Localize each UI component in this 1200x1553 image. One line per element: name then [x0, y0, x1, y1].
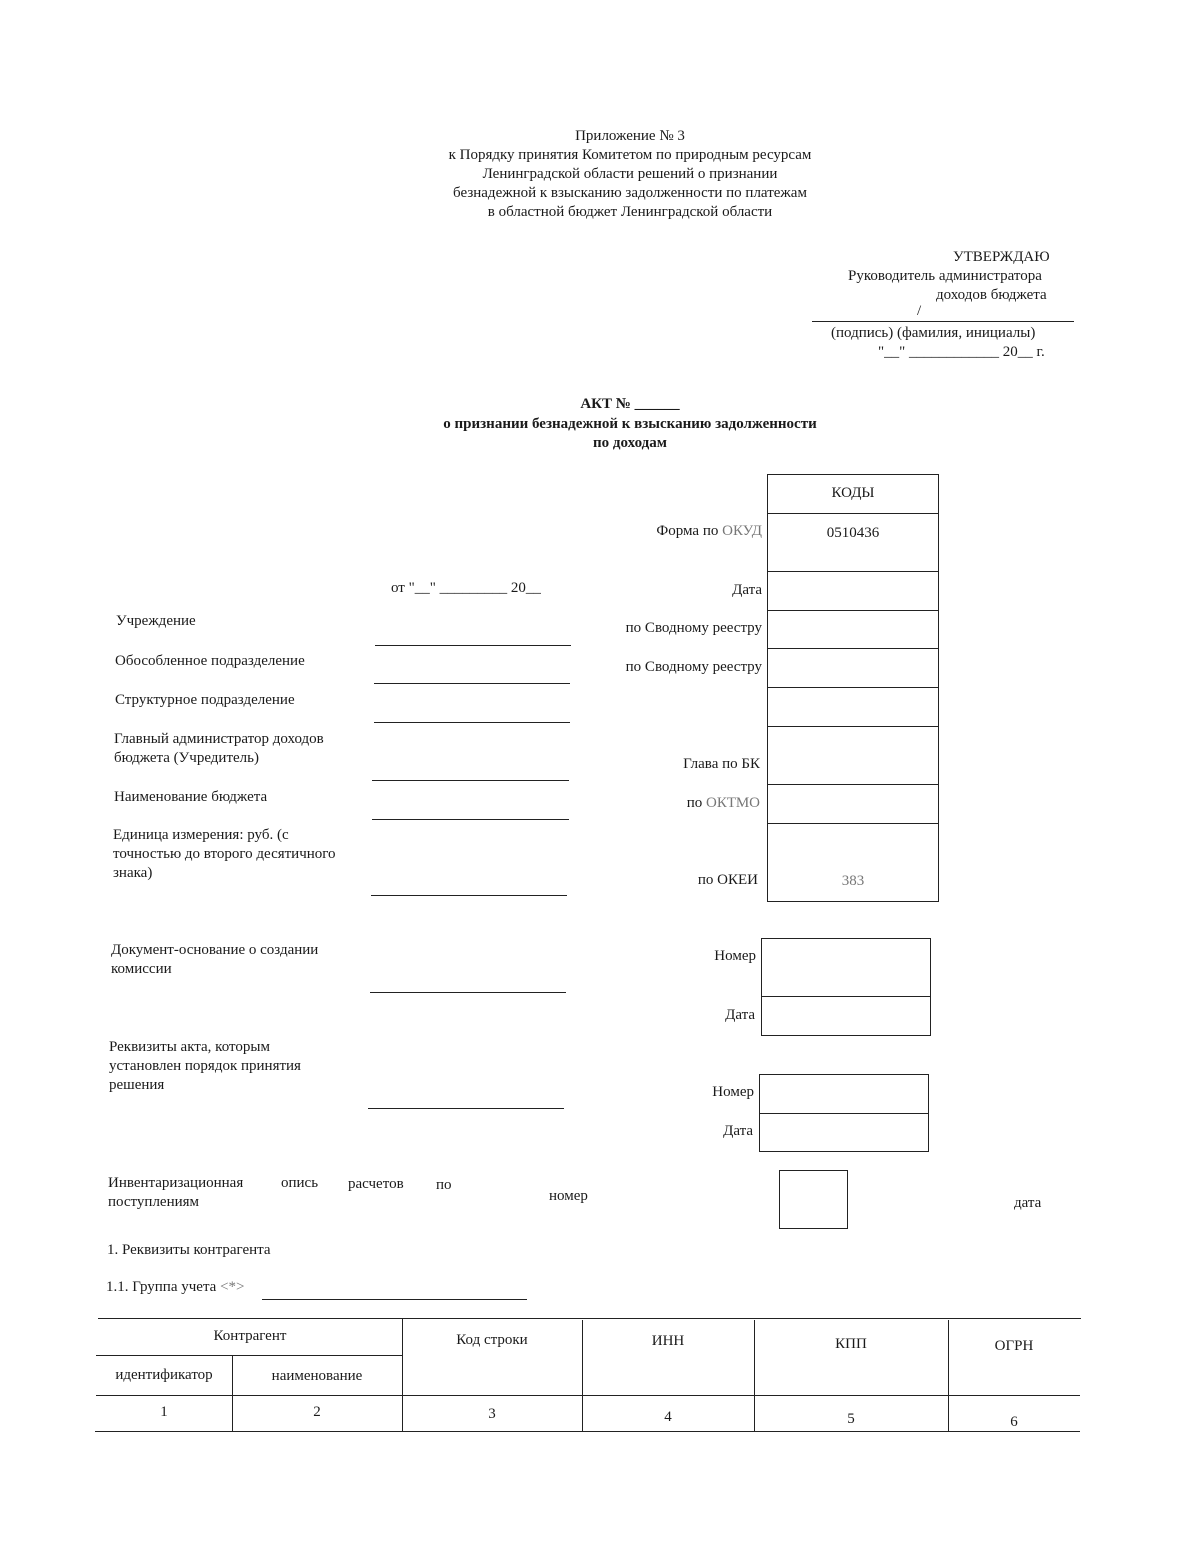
appendix-header [330, 127, 930, 222]
act-details-codes-divider [759, 1113, 928, 1114]
okei-label: по ОКЕИ [697, 872, 758, 888]
table-top-line [98, 1318, 1081, 1319]
act-details-label-2: установлен порядок принятия [109, 1058, 301, 1074]
unit-label-1: Единица измерения: руб. (с [113, 827, 289, 843]
table-sub-header-line [96, 1355, 402, 1356]
unit-label-3: знака) [113, 865, 153, 881]
act-subtitle-2: по доходам [593, 435, 667, 451]
th-name: наименование [271, 1368, 363, 1384]
act-details-label-3: решения [109, 1077, 165, 1093]
col-number-2: 2 [313, 1404, 321, 1420]
codes-divider-4 [767, 648, 938, 649]
okei-value: 383 [841, 873, 865, 889]
inventory-line-2: поступлениям [108, 1194, 200, 1210]
unit-line[interactable] [371, 895, 567, 896]
appendix-line-2: к Порядку принятия Комитетом по природным ресурсам [448, 147, 812, 163]
commission-number-label: Номер [714, 948, 756, 964]
structural-division-label: Структурное подразделение [115, 692, 295, 708]
act-details-label-1: Реквизиты акта, которым [109, 1039, 270, 1055]
inventory-number-box[interactable] [779, 1170, 848, 1229]
codes-divider-8 [767, 823, 938, 824]
th-row-code: Код строки [456, 1332, 528, 1348]
structural-division-line[interactable] [374, 722, 570, 723]
signature-caption: (подпись) (фамилия, инициалы) [831, 325, 1036, 341]
commission-date-label: Дата [725, 1007, 755, 1023]
codes-divider-3 [767, 610, 938, 611]
bk-label: Глава по БК [683, 756, 760, 772]
inventory-number-label: номер [549, 1188, 588, 1204]
th-identifier: идентификатор [115, 1367, 213, 1383]
oktmo-label-prefix: по [686, 795, 707, 811]
chief-admin-line[interactable] [372, 780, 569, 781]
okud-value: 0510436 [826, 525, 880, 541]
codes-divider-2 [767, 571, 938, 572]
act-details-date-label: Дата [723, 1123, 753, 1139]
commission-codes-divider [761, 996, 930, 997]
inventory-word-3: расчетов [348, 1176, 404, 1192]
appendix-line-4: безнадежной к взысканию задолженности по платежам [453, 185, 807, 201]
okud-label [560, 523, 762, 540]
budget-name-line[interactable] [372, 819, 569, 820]
codes-divider-5 [767, 687, 938, 688]
group-line[interactable] [262, 1299, 527, 1300]
date-label: Дата [732, 582, 762, 598]
commission-label-1: Документ-основание о создании [111, 942, 319, 958]
codes-header: КОДЫ [831, 485, 875, 501]
inventory-word-2: опись [281, 1175, 319, 1191]
chief-admin-label-1: Главный администратор доходов [114, 731, 324, 747]
commission-codes-box [761, 938, 931, 1036]
group-label [106, 1279, 245, 1296]
okud-label-code: ОКУД [722, 523, 762, 539]
appendix-line-1: Приложение № 3 [575, 128, 685, 144]
signature-slash: / [917, 303, 922, 319]
codes-divider-6 [767, 726, 938, 727]
institution-label: Учреждение [116, 613, 196, 629]
th-kpp: КПП [835, 1336, 867, 1352]
budget-name-label: Наименование бюджета [114, 789, 268, 805]
col-number-6: 6 [1010, 1414, 1018, 1430]
codes-divider-7 [767, 784, 938, 785]
th-ogrn: ОГРН [994, 1338, 1034, 1354]
separate-division-label: Обособленное подразделение [115, 653, 305, 669]
inventory-date-label: дата [1014, 1195, 1042, 1211]
inventory-word-1: Инвентаризационная [108, 1175, 244, 1191]
act-details-number-label: Номер [712, 1084, 754, 1100]
registry-label-2: по Сводному реестру [625, 659, 762, 675]
appendix-line-5: в областной бюджет Ленинградской области [487, 204, 773, 220]
registry-label-1: по Сводному реестру [625, 620, 762, 636]
table-header-bottom-line [96, 1395, 1080, 1396]
signature-line [812, 321, 1074, 322]
col-number-1: 1 [160, 1404, 168, 1420]
oktmo-label [560, 795, 760, 812]
act-details-line[interactable] [368, 1108, 564, 1109]
inventory-word-4: по [436, 1177, 452, 1193]
chief-admin-label-2: бюджета (Учредитель) [114, 750, 259, 766]
approval-date-line: "__" ____________ 20__ г. [878, 344, 1045, 360]
act-title: АКТ № ______ [580, 396, 680, 412]
okud-label-prefix: Форма по [656, 523, 723, 539]
act-subtitle-1: о признании безнадежной к взысканию задолженности [443, 416, 817, 432]
group-label-prefix: 1.1. Группа учета [106, 1279, 221, 1295]
institution-line[interactable] [375, 645, 571, 646]
col-number-4: 4 [664, 1409, 672, 1425]
col-number-3: 3 [488, 1406, 496, 1422]
section1-title: 1. Реквизиты контрагента [107, 1242, 271, 1258]
group-label-note: <*> [220, 1279, 245, 1295]
unit-label-2: точностью до второго десятичного [113, 846, 336, 862]
from-date: от "__" _________ 20__ [391, 580, 541, 596]
table-bottom-line [95, 1431, 1080, 1432]
separate-division-line[interactable] [374, 683, 570, 684]
commission-label-2: комиссии [111, 961, 172, 977]
approval-line-2: доходов бюджета [936, 287, 1047, 303]
col-number-5: 5 [847, 1411, 855, 1427]
appendix-line-3: Ленинградской области решений о признании [482, 166, 778, 182]
codes-divider-1 [767, 513, 938, 514]
approval-title: УТВЕРЖДАЮ [953, 249, 1050, 265]
th-counterparty: Контрагент [213, 1328, 287, 1344]
th-inn: ИНН [651, 1333, 685, 1349]
approval-line-1: Руководитель администратора [848, 268, 1042, 284]
commission-line[interactable] [370, 992, 566, 993]
oktmo-label-code: ОКТМО [706, 795, 760, 811]
